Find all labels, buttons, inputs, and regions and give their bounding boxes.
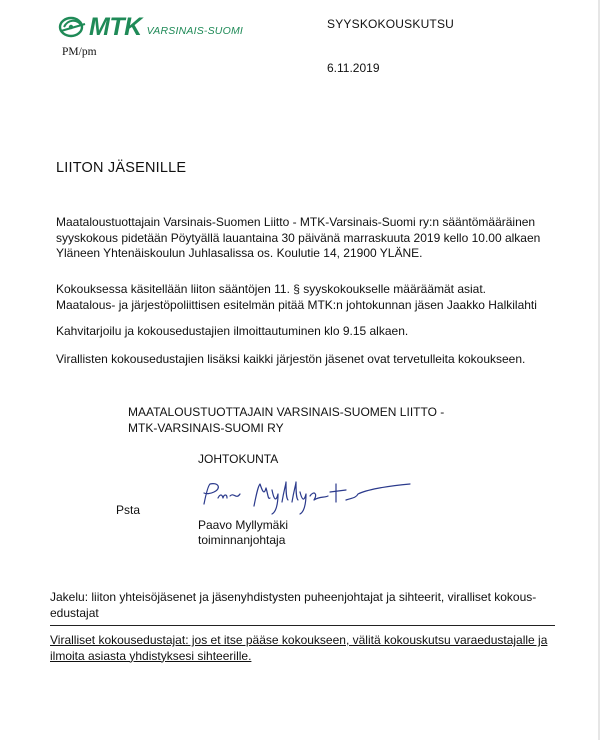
coffee-paragraph xyxy=(56,324,566,340)
distribution-line: Jakelu: liiton yhteisöjäsenet ja jäsenyhdistysten puheenjohtajat ja sihteerit, viralliset kokous- xyxy=(50,590,537,604)
paragraph-line: Virallisten kokousedustajien lisäksi kaikki järjestön jäsenet ovat tervetulleita kokoukseen. xyxy=(56,352,526,366)
paragraph-line: Yläneen Yhtenäiskoulun Juhlasalissa os. Koulutie 14, 21900 YLÄNE. xyxy=(56,246,423,260)
document-type: SYYSKOKOUSKUTSU xyxy=(327,17,455,31)
sender-initials: PM/pm xyxy=(62,46,97,58)
delegates-line: ilmoita asiasta yhdistyksesi sihteerille. xyxy=(50,648,252,663)
recipient-heading: LIITON JÄSENILLE xyxy=(56,160,187,176)
agenda-paragraph xyxy=(56,282,566,313)
distribution-line: edustajat xyxy=(50,605,99,620)
signing-place: Psta xyxy=(116,503,141,517)
delegates-line: Viralliset kokousedustajat: jos et itse pääse kokoukseen, välitä kokouskutsu varaedustajalle ja xyxy=(50,633,548,647)
paragraph-line: Maataloustuottajain Varsinais-Suomen Liitto - MTK-Varsinais-Suomi ry:n sääntömääräinen xyxy=(56,215,536,229)
meeting-details-paragraph xyxy=(56,215,566,262)
mtk-logo xyxy=(58,14,243,40)
logo-brand-text: MTK xyxy=(89,13,142,41)
org-line: MAATALOUSTUOTTAJAIN VARSINAIS-SUOMEN LIITTO - xyxy=(128,405,445,419)
signer-title: toiminnanjohtaja xyxy=(198,533,286,547)
document-date: 6.11.2019 xyxy=(327,61,380,75)
paragraph-line: Maatalous- ja järjestöpoliittisen esitelmän pitää MTK:n johtokunnan jäsen Jaakko Halkilahti xyxy=(56,297,537,312)
signer-block xyxy=(198,518,288,548)
welcome-paragraph xyxy=(56,352,566,368)
paragraph-line: syyskokous pidetään Pöytyällä lauantaina 30 päivänä marraskuuta 2019 kello 10.00 alkaen xyxy=(56,230,541,245)
paragraph-line: Kahvitarjoilu ja kokousedustajien ilmoittautuminen klo 9.15 alkaen. xyxy=(56,324,409,338)
paragraph-line: Kokouksessa käsitellään liiton sääntöjen 11. § syyskokoukselle määräämät asiat. xyxy=(56,282,487,296)
handwritten-signature xyxy=(196,476,416,520)
distribution-list xyxy=(50,590,560,621)
signer-name: Paavo Myllymäki xyxy=(198,518,289,532)
organization-name xyxy=(128,404,444,436)
org-line: MTK-VARSINAIS-SUOMI RY xyxy=(128,421,284,435)
mtk-logo-mark-icon xyxy=(58,14,88,40)
divider xyxy=(50,625,555,626)
logo-region-text: VARSINAIS-SUOMI xyxy=(146,25,244,37)
board-label: JOHTOKUNTA xyxy=(198,452,279,466)
delegates-note xyxy=(50,633,565,664)
